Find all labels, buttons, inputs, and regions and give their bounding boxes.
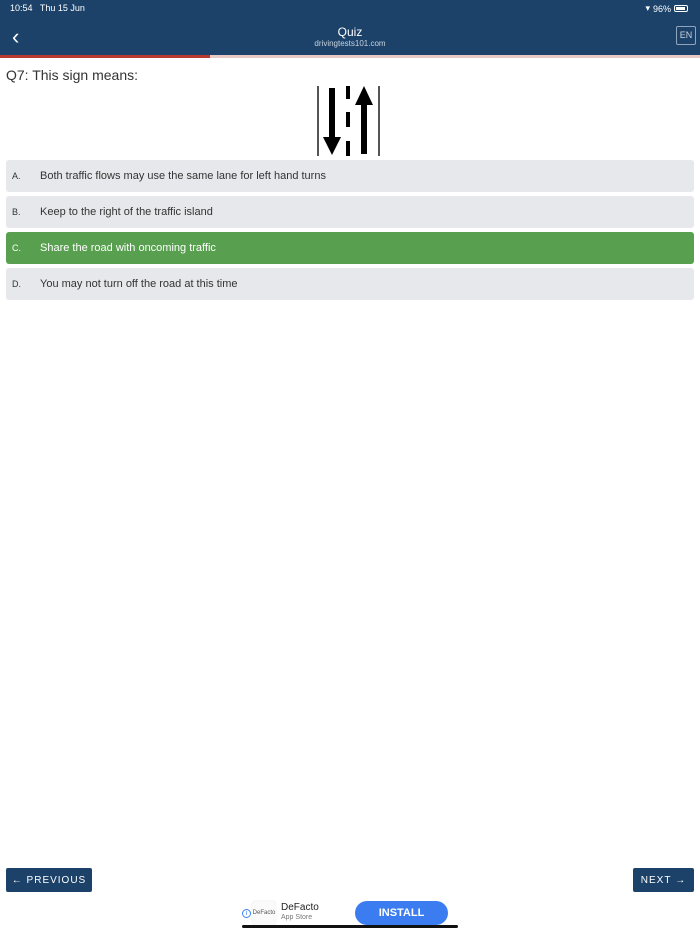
ad-store-label: App Store xyxy=(281,914,313,921)
chevron-left-icon: ‹ xyxy=(12,24,20,49)
answer-text: Both traffic flows may use the same lane for left hand turns xyxy=(40,170,326,182)
page-title: Quiz xyxy=(337,25,363,39)
battery-icon xyxy=(674,5,688,12)
language-button[interactable]: EN xyxy=(676,26,696,45)
answer-text: Share the road with oncoming traffic xyxy=(40,242,216,254)
progress-fill xyxy=(0,55,210,58)
arrow-left-icon: ← xyxy=(11,874,27,886)
wifi-icon: ▾ xyxy=(645,3,650,13)
app-header xyxy=(0,0,700,55)
answer-option-b[interactable] xyxy=(6,196,694,228)
two-way-traffic-sign-image xyxy=(314,85,386,157)
ad-banner[interactable] xyxy=(242,900,457,928)
quiz-progress-bar xyxy=(0,55,700,58)
answer-text: Keep to the right of the traffic island xyxy=(40,206,213,218)
ad-app-logo: DeFacto xyxy=(252,901,276,925)
answer-option-a[interactable] xyxy=(6,160,694,192)
status-time: 10:54 Thu 15 Jun xyxy=(10,3,85,13)
battery-percent: 96% xyxy=(652,3,671,14)
answer-option-d[interactable] xyxy=(6,268,694,300)
previous-button[interactable] xyxy=(6,868,92,892)
home-indicator xyxy=(242,925,458,928)
answer-letter: A. xyxy=(12,171,21,181)
previous-label: PREVIOUS xyxy=(26,874,87,886)
answer-text: You may not turn off the road at this time xyxy=(40,278,238,290)
arrow-right-icon: → xyxy=(671,874,687,886)
next-label: NEXT xyxy=(640,874,672,886)
install-button[interactable]: INSTALL xyxy=(355,901,448,925)
answer-letter: B. xyxy=(12,207,21,217)
next-button[interactable] xyxy=(633,868,694,892)
page-subtitle: drivingtests101.com xyxy=(314,39,386,48)
info-icon[interactable]: i xyxy=(242,909,251,918)
status-indicators xyxy=(645,3,688,14)
answer-letter: D. xyxy=(12,279,21,289)
answer-list xyxy=(6,160,694,304)
question-text: Q7: This sign means: xyxy=(6,67,139,83)
answer-letter: C. xyxy=(12,243,21,253)
answer-option-c-correct[interactable] xyxy=(6,232,694,264)
ad-app-name: DeFacto xyxy=(281,902,319,913)
